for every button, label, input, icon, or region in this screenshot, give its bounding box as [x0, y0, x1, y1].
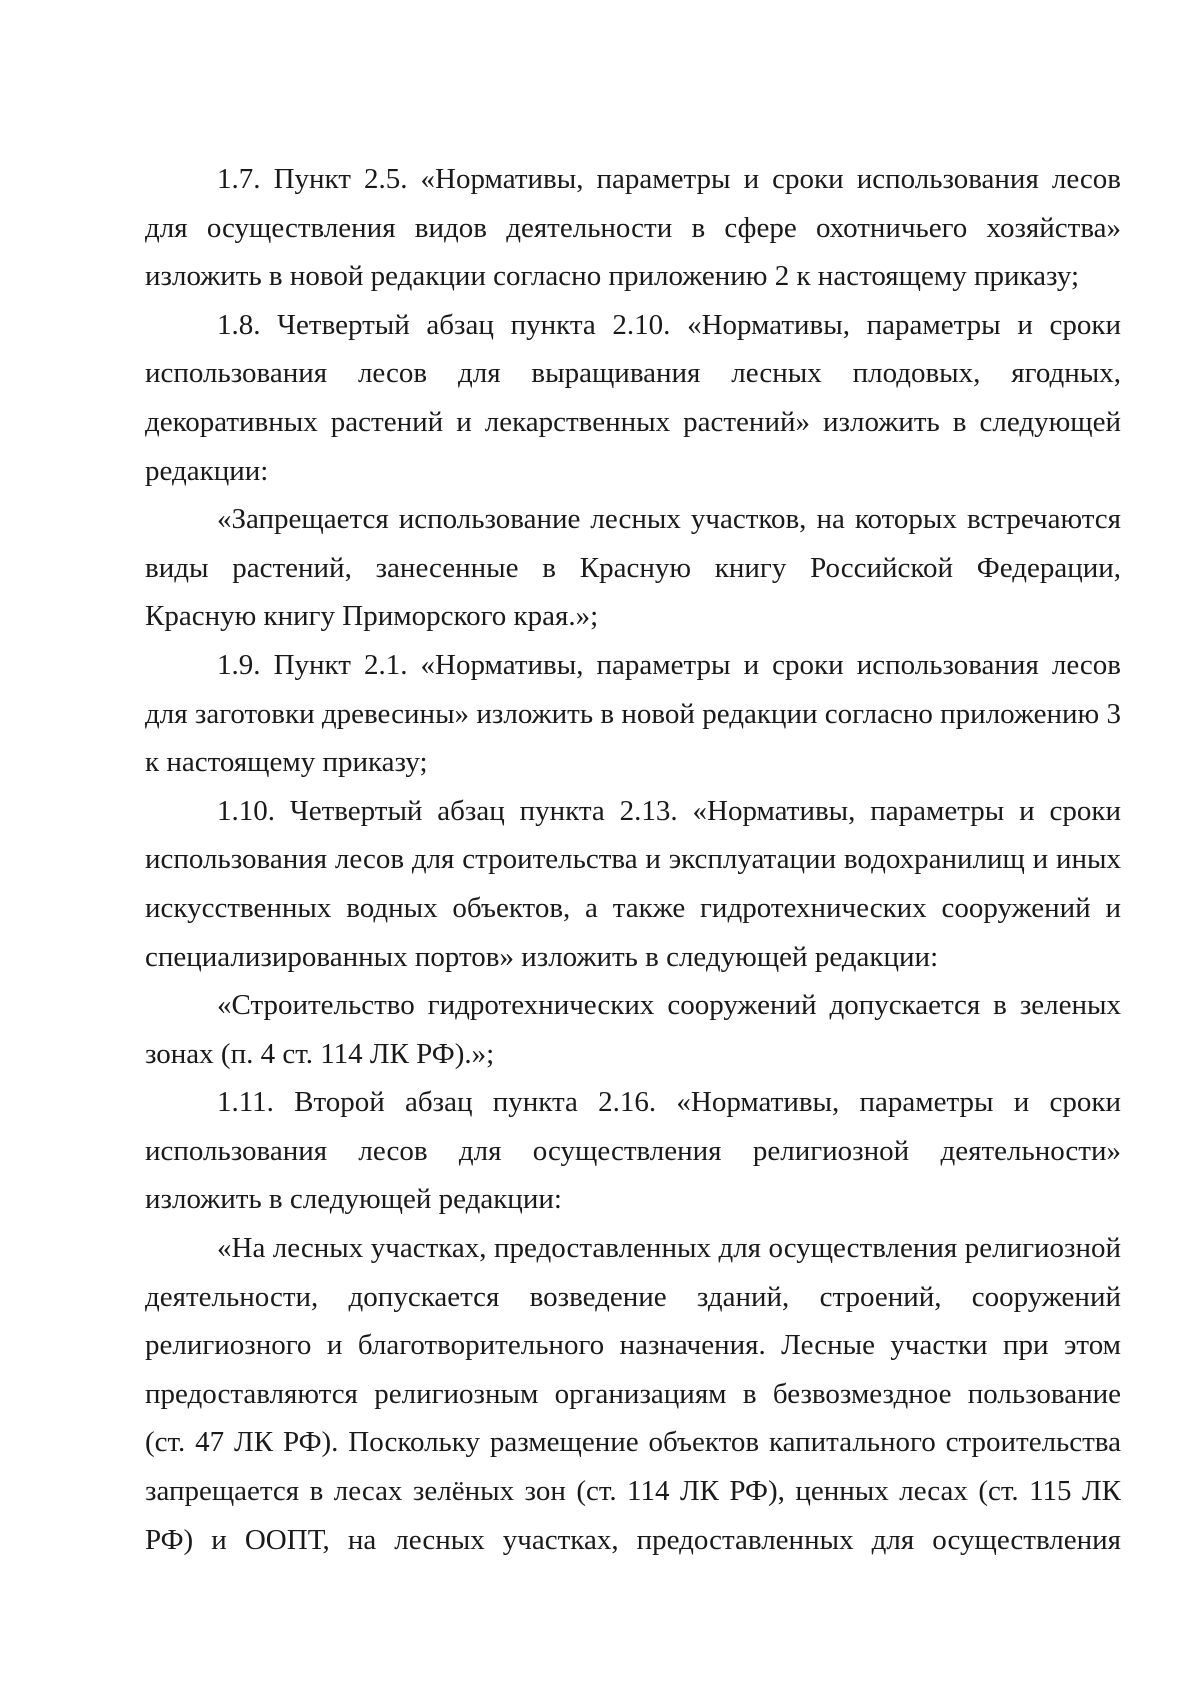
paragraph-1-10-quote: «Строительство гидротехнических сооружений допускается в зеленых зонах (п. 4 ст. 114 ЛК РФ).»;: [145, 989, 1121, 1070]
document-body: [145, 155, 1121, 1564]
paragraph-1-11: 1.11. Второй абзац пункта 2.16. «Нормативы, параметры и сроки использования лесов для осуществления религиозной деятельности» изложить в следующей редакции:: [145, 1086, 1121, 1216]
paragraph-1-8-quote: «Запрещается использование лесных участков, на которых встречаются виды растений, занесенные в Красную книгу Российской Федерации, Красную книгу Приморского края.»;: [145, 503, 1121, 633]
paragraph-1-10: 1.10. Четвертый абзац пункта 2.13. «Нормативы, параметры и сроки использования лесов для строительства и эксплуатации водохранилищ и иных искусственных водных объектов, а также гидротехнических сооружений и специализированных портов» изложить в следующей редакции:: [145, 794, 1121, 973]
paragraph-1-9: 1.9. Пункт 2.1. «Нормативы, параметры и сроки использования лесов для заготовки древесины» изложить в новой редакции согласно приложению 3 к настоящему приказу;: [145, 648, 1121, 779]
paragraph-1-7: 1.7. Пункт 2.5. «Нормативы, параметры и сроки использования лесов для осуществления видов деятельности в сфере охотничьего хозяйства» изложить в новой редакции согласно приложению 2 к настоящему приказу;: [145, 163, 1121, 293]
paragraph-1-8: 1.8. Четвертый абзац пункта 2.10. «Нормативы, параметры и сроки использования лесов для выращивания лесных плодовых, ягодных, декоративных растений и лекарственных растений» изложить в следующей редакции:: [145, 308, 1121, 487]
paragraph-1-11-quote: «На лесных участках, предоставленных для осуществления религиозной деятельности, допускается возведение зданий, строений, сооружений религиозного и благотворительного назначения. Лесные участки при этом предоставляются религиозным организациям в безвозмездное пользование (ст. 47 ЛК РФ). Поскольку размещение объектов капитального строительства запрещается в лесах зелёных зон (ст. 114 ЛК РФ), ценных лесах (ст. 115 ЛК РФ) и ООПТ, на лесных участках, предоставленных для осуществления: [145, 1232, 1121, 1556]
